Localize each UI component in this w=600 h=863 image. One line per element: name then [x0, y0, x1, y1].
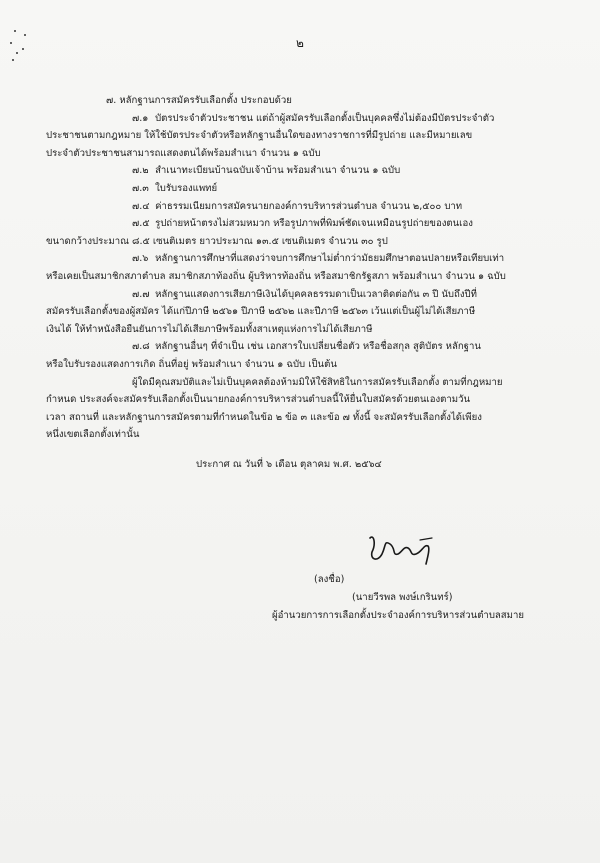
item-label: ๗.๔ [132, 200, 150, 212]
item-label: ๗.๕ [132, 218, 150, 230]
item-text: หลักฐานการศึกษาที่แสดงว่าจบการศึกษาไม่ต่ำกว่ามัธยมศึกษาตอนปลายหรือเทียบเท่า [155, 253, 505, 265]
item-text: รูปถ่ายหน้าตรงไม่สวมหมวก หรือรูปภาพที่พิมพ์ชัดเจนเหมือนรูปถ่ายของตนเอง [155, 218, 473, 230]
announcement-date: ประกาศ ณ วันที่ ๖ เดือน ตุลาคม พ.ศ. ๒๕๖๔ [196, 458, 382, 470]
item-text: ค่าธรรมเนียมการสมัครนายกองค์การบริหารส่วนตำบล จำนวน ๒,๕๐๐ บาท [155, 200, 463, 212]
item-label: ๗.๒ [132, 165, 149, 177]
closing-paragraph-line: เวลา สถานที่ และหลักฐานการสมัครตามที่กำหนดในข้อ ๒ ข้อ ๓ และข้อ ๗ ทั้งนี้ จะสมัครรับเลือกตั้งได้เพียง [46, 411, 482, 423]
handwritten-signature [362, 530, 442, 570]
item-label: ๗.๘ [132, 341, 150, 353]
item-text: หลักฐานแสดงการเสียภาษีเงินได้บุคคลธรรมดาเป็นเวลาติดต่อกัน ๓ ปี นับถึงปีที่ [155, 288, 477, 300]
item-text-continuation: ขนาดกว้างประมาณ ๘.๕ เซนติเมตร ยาวประมาณ ๑๓.๕ เซนติเมตร จำนวน ๓๐ รูป [46, 235, 388, 247]
item-text: หลักฐานอื่นๆ ที่จำเป็น เช่น เอกสารใบเปลี่ยนชื่อตัว หรือชื่อสกุล สูติบัตร หลักฐาน [155, 341, 481, 353]
item-label: ๗.๓ [132, 182, 149, 194]
signer-position: ผู้อำนวยการการเลือกตั้งประจำองค์การบริหารส่วนตำบลสมาย [272, 610, 524, 621]
item-text-continuation: ประจำตัวประชาชนสามารถแสดงตนได้พร้อมสำเนา จำนวน ๑ ฉบับ [46, 147, 321, 159]
item-label: ๗.๖ [132, 253, 149, 265]
item-7-3 [46, 180, 558, 198]
item-7-6 [46, 250, 558, 268]
section-heading: ๗. หลักฐานการสมัครรับเลือกตั้ง ประกอบด้วย [106, 95, 292, 106]
closing-paragraph-line: กำหนด ประสงค์จะสมัครรับเลือกตั้งเป็นนายกองค์การบริหารส่วนตำบลนี้ให้ยื่นใบสมัครด้วยตนเองตามวัน [46, 394, 471, 406]
item-7-1 [46, 110, 558, 128]
item-text: ใบรับรองแพทย์ [155, 182, 218, 194]
signature-block [0, 530, 600, 620]
sign-label: (ลงชื่อ) [314, 574, 345, 585]
item-7-4 [46, 198, 558, 216]
item-7-8 [46, 338, 558, 356]
page-number: ๒ [296, 36, 304, 50]
item-text: บัตรประจำตัวประชาชน แต่ถ้าผู้สมัครรับเลือกตั้งเป็นบุคคลซึ่งไม่ต้องมีบัตรประจำตัว [155, 112, 495, 124]
signer-name: (นายวีรพล พงษ์เกรินทร์) [352, 592, 453, 603]
item-7-5 [46, 215, 558, 233]
item-text-continuation: สมัครรับเลือกตั้งของผู้สมัคร ได้แก่ปีภาษี ๒๕๖๑ ปีภาษี ๒๕๖๒ และปีภาษี ๒๕๖๓ เว้นแต่เป็นผู้ไม่ได้เสียภาษี [46, 306, 476, 318]
item-text-continuation: ประชาชนตามกฎหมาย ให้ใช้บัตรประจำตัวหรือหลักฐานอื่นใดของทางราชการที่มีรูปถ่าย และมีหมายเลข [46, 130, 473, 142]
closing-paragraph-line: ผู้ใดมีคุณสมบัติและไม่เป็นบุคคลต้องห้ามมิให้ใช้สิทธิในการสมัครรับเลือกตั้ง ตามที่กฎหมาย [132, 376, 503, 388]
closing-paragraph-line: หนึ่งเขตเลือกตั้งเท่านั้น [46, 429, 140, 441]
item-7-2 [46, 162, 558, 180]
item-text-continuation: หรือใบรับรองแสดงการเกิด ถิ่นที่อยู่ พร้อมสำเนา จำนวน ๑ ฉบับ เป็นต้น [46, 358, 337, 370]
item-7-7 [46, 286, 558, 304]
item-label: ๗.๗ [132, 288, 150, 300]
item-text: สำเนาทะเบียนบ้านฉบับเจ้าบ้าน พร้อมสำเนา จำนวน ๑ ฉบับ [155, 165, 401, 177]
document-body [46, 92, 558, 473]
item-label: ๗.๑ [132, 112, 149, 124]
item-text-continuation: เงินได้ ให้ทำหนังสือยืนยันการไม่ได้เสียภาษีพร้อมทั้งสาเหตุแห่งการไม่ได้เสียภาษี [46, 323, 373, 335]
item-text-continuation: หรือเคยเป็นสมาชิกสภาตำบล สมาชิกสภาท้องถิ่น ผู้บริหารท้องถิ่น หรือสมาชิกรัฐสภา พร้อมสำเนา จำนวน ๑ ฉบับ [46, 270, 506, 282]
